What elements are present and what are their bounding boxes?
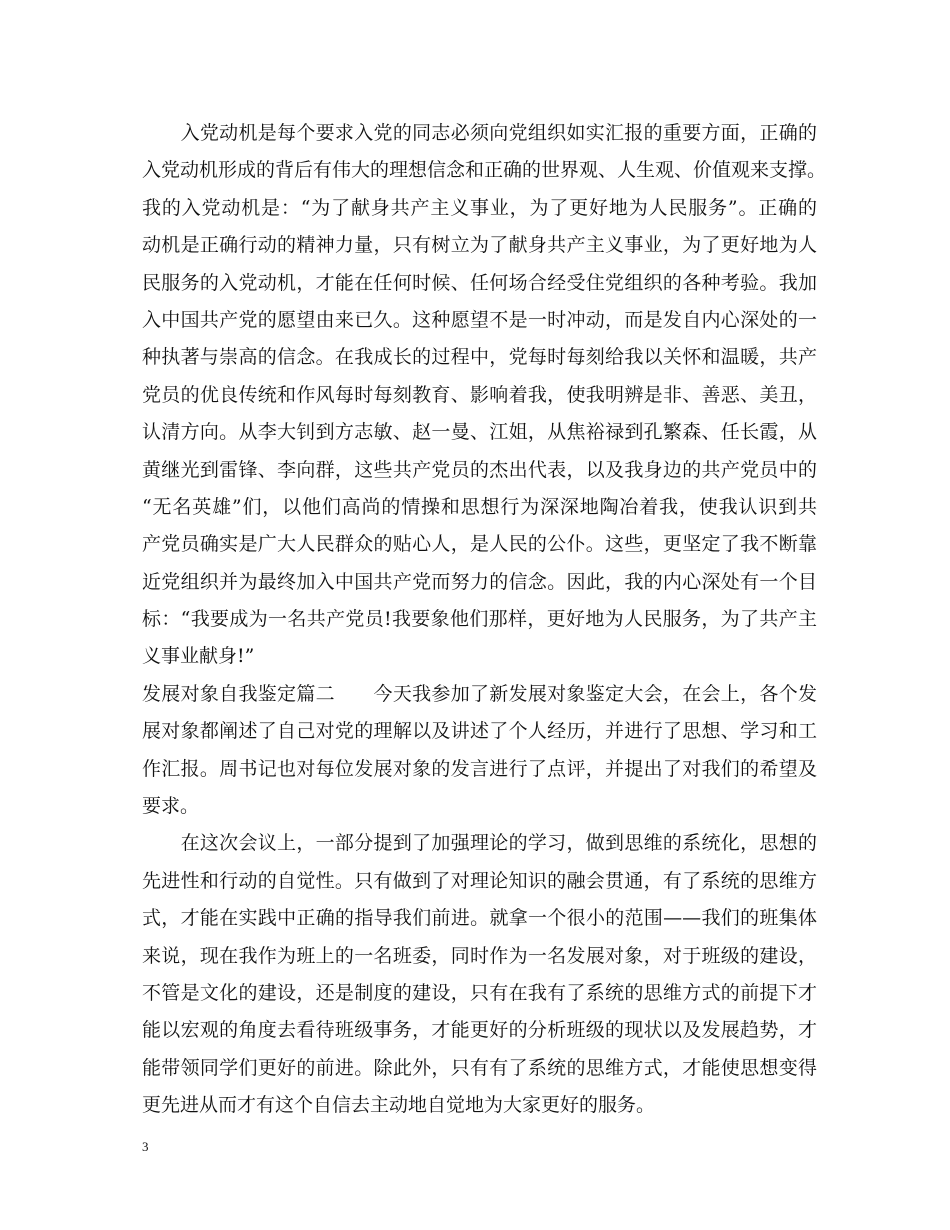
text-line: 不管是文化的建设，还是制度的建设，只有在我有了系统的思维方式的前提下才 (142, 981, 817, 1004)
text-line: 能带领同学们更好的前进。除此外，只有有了系统的思维方式，才能使思想变得 (142, 1056, 817, 1079)
text-line: 要求。 (142, 795, 200, 818)
text-line: 展对象都阐述了自己对党的理解以及讲述了个人经历，并进行了思想、学习和工 (142, 720, 817, 743)
text-line: 近党组织并为最终加入中国共产党而努力的信念。因此，我的内心深处有一个目 (142, 570, 817, 593)
text-line: 来说，现在我作为班上的一名班委，同时作为一名发展对象，对于班级的建设， (142, 944, 817, 967)
text-line: 在这次会议上，一部分提到了加强理论的学习，做到思维的系统化，思想的 (142, 832, 817, 855)
text-line: 标：“我要成为一名共产党员!我要象他们那样，更好地为人民服务，为了共产主 (142, 608, 817, 631)
text-line: 种执著与崇高的信念。在我成长的过程中，党每时每刻给我以关怀和温暖，共产 (142, 346, 817, 369)
text-line: 入党动机是每个要求入党的同志必须向党组织如实汇报的重要方面，正确的 (142, 122, 817, 144)
text-line: 入党动机形成的背后有伟大的理想信念和正确的世界观、人生观、价值观来支撑。 (142, 159, 827, 182)
text-line: 更先进从而才有这个自信去主动地自觉地为大家更好的服务。 (142, 1094, 656, 1117)
text-line: 义事业献身!” (142, 645, 255, 668)
text-line: 黄继光到雷锋、李向群，这些共产党员的杰出代表，以及我身边的共产党员中的 (142, 458, 817, 481)
section-heading-line: 发展对象自我鉴定篇二 今天我参加了新发展对象鉴定大会，在会上，各个发 (142, 682, 817, 705)
text-line: 党员的优良传统和作风每时每刻教育、影响着我，使我明辨是非、善恶、美丑， (142, 383, 817, 406)
text-line: 入中国共产党的愿望由来已久。这种愿望不是一时冲动，而是发自内心深处的一 (142, 308, 817, 331)
text-line: 能以宏观的角度去看待班级事务，才能更好的分析班级的现状以及发展趋势，才 (142, 1019, 817, 1042)
body-text (142, 115, 827, 1125)
text-line: 动机是正确行动的精神力量，只有树立为了献身共产主义事业，为了更好地为人 (142, 234, 817, 257)
text-line: 民服务的入党动机，才能在任何时候、任何场合经受住党组织的各种考验。我加 (142, 271, 817, 294)
text-line: 认清方向。从李大钊到方志敏、赵一曼、江姐，从焦裕禄到孔繁森、任长霞，从 (142, 421, 817, 444)
text-line: 式，才能在实践中正确的指导我们前进。就拿一个很小的范围——我们的班集体 (142, 907, 817, 930)
text-line: 先进性和行动的自觉性。只有做到了对理论知识的融会贯通，有了系统的思维方 (142, 869, 817, 892)
text-line: “无名英雄”们，以他们高尚的情操和思想行为深深地陶冶着我，使我认识到共 (142, 495, 817, 518)
text-line: 产党员确实是广大人民群众的贴心人，是人民的公仆。这些，更坚定了我不断靠 (142, 533, 817, 556)
text-line: 作汇报。周书记也对每位发展对象的发言进行了点评，并提出了对我们的希望及 (142, 757, 817, 780)
text-line: 我的入党动机是：“为了献身共产主义事业，为了更好地为人民服务”。正确的 (142, 196, 817, 219)
page-number: 3 (142, 1139, 149, 1154)
